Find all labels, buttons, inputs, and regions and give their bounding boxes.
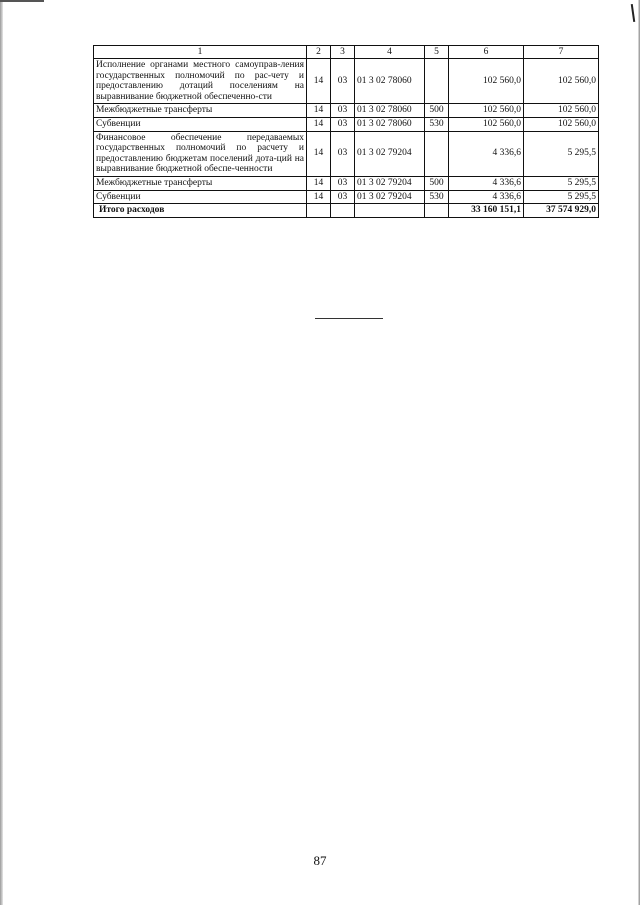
row-amount-year-2: 5 295,5 (524, 131, 599, 176)
total-amount-year-1: 33 160 151,1 (449, 204, 524, 218)
page-number: 87 (313, 853, 327, 868)
row-subsection: 03 (331, 176, 355, 190)
column-header: 5 (425, 46, 449, 59)
row-amount-year-2: 102 560,0 (524, 104, 599, 118)
column-header: 3 (331, 46, 355, 59)
row-expense-type: 530 (425, 190, 449, 204)
table-row (94, 104, 599, 118)
row-amount-year-1: 102 560,0 (449, 59, 524, 104)
row-amount-year-1: 102 560,0 (449, 117, 524, 131)
total-amount-year-2: 37 574 929,0 (524, 204, 599, 218)
row-amount-year-2: 102 560,0 (524, 117, 599, 131)
column-header: 1 (94, 46, 307, 59)
row-amount-year-1: 4 336,6 (449, 176, 524, 190)
row-subsection: 03 (331, 104, 355, 118)
scan-edge-left (0, 0, 3, 905)
row-section: 14 (307, 131, 331, 176)
row-target-code: 01 3 02 79204 (355, 176, 425, 190)
row-name: Субвенции (94, 117, 307, 131)
row-expense-type (425, 59, 449, 104)
row-expense-type: 530 (425, 117, 449, 131)
row-target-code: 01 3 02 78060 (355, 117, 425, 131)
column-header: 4 (355, 46, 425, 59)
row-name: Субвенции (94, 190, 307, 204)
row-section: 14 (307, 59, 331, 104)
end-divider-line (315, 318, 383, 319)
row-expense-type: 500 (425, 176, 449, 190)
row-name: Межбюджетные трансферты (94, 176, 307, 190)
total-label: Итого расходов (94, 204, 307, 218)
row-subsection: 03 (331, 117, 355, 131)
row-section: 14 (307, 117, 331, 131)
scan-top-mark (0, 0, 44, 2)
row-target-code: 01 3 02 78060 (355, 104, 425, 118)
row-amount-year-2: 5 295,5 (524, 176, 599, 190)
table-header-row (94, 46, 599, 59)
row-amount-year-2: 5 295,5 (524, 190, 599, 204)
empty-cell (425, 204, 449, 218)
row-amount-year-2: 102 560,0 (524, 59, 599, 104)
row-target-code: 01 3 02 79204 (355, 131, 425, 176)
row-section: 14 (307, 176, 331, 190)
table-row (94, 117, 599, 131)
empty-cell (355, 204, 425, 218)
column-header: 6 (449, 46, 524, 59)
row-subsection: 03 (331, 59, 355, 104)
empty-cell (331, 204, 355, 218)
row-expense-type: 500 (425, 104, 449, 118)
row-expense-type (425, 131, 449, 176)
column-header: 7 (524, 46, 599, 59)
row-amount-year-1: 4 336,6 (449, 131, 524, 176)
row-subsection: 03 (331, 190, 355, 204)
row-section: 14 (307, 190, 331, 204)
scan-corner-mark (631, 4, 635, 22)
row-target-code: 01 3 02 78060 (355, 59, 425, 104)
budget-expenses-table (93, 45, 599, 218)
row-amount-year-1: 4 336,6 (449, 190, 524, 204)
row-name: Финансовое обеспечение передаваемых государственных полномочий по расчету и предоставлению бюджетам поселений дота-ций на выравнивание бюджетной обеспе-ченности (94, 131, 307, 176)
table-row (94, 176, 599, 190)
table-row (94, 190, 599, 204)
row-subsection: 03 (331, 131, 355, 176)
row-section: 14 (307, 104, 331, 118)
row-target-code: 01 3 02 79204 (355, 190, 425, 204)
row-name: Исполнение органами местного самоуправ-ления государственных полномочий по рас-чету и предоставлению дотаций поселениям на выравнивание бюджетной обеспеченно-сти (94, 59, 307, 104)
row-name: Межбюджетные трансферты (94, 104, 307, 118)
table-row (94, 131, 599, 176)
table-total-row (94, 204, 599, 218)
table-row (94, 59, 599, 104)
empty-cell (307, 204, 331, 218)
column-header: 2 (307, 46, 331, 59)
row-amount-year-1: 102 560,0 (449, 104, 524, 118)
